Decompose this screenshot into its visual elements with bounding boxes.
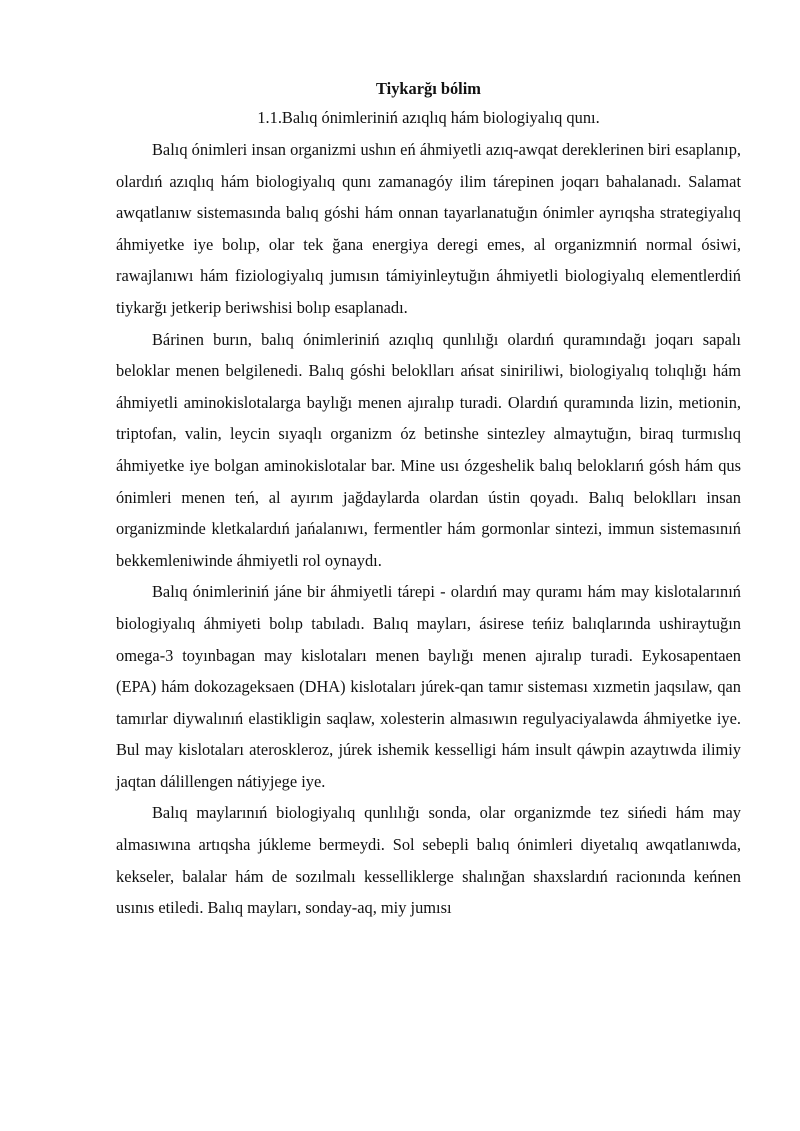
document-body bbox=[116, 74, 741, 924]
subsection-title: 1.1.Balıq ónimleriniń azıqlıq hám biologiyalıq qunı. bbox=[257, 108, 600, 127]
section-title: Tiykarğı bólim bbox=[376, 79, 481, 98]
paragraph-2: Bárinen burın, balıq ónimleriniń azıqlıq qunlılığı olardıń quramındağı joqarı sapalı beloklar menen belgilenedi. Balıq góshi beloklları ańsat siniriliwi, biologiyalıq tolıqlığı hám áhmiyetli aminokislotalarga baylığı menen ajıralıp turadi. Olardıń quramında lizin, metionin, triptofan, valin, leycin sıyaqlı organizm óz betinshe sintezley almaytuğın, biraq turmıslıq áhmiyetke iye bolgan aminokislotalar bar. Mine usı ózgeshelik balıq beloklarıń gósh hám qus ónimleri menen teń, al ayırım jağdaylarda olardan ústin qoyadı. Balıq beloklları insan organizminde kletkalardıń jańalanıwı, fermentler hám gormonlar sintezi, immun sistemasınıń bekkemleniwinde áhmiyetli rol oynaydı. bbox=[116, 329, 741, 570]
paragraph-4: Balıq maylarınıń biologiyalıq qunlılığı sonda, olar organizmde tez sińedi hám may almasıwına artıqsha júkleme bermeydi. Sol sebepli balıq ónimleri diyetalıq awqatlanıwda, kekseler, balalar hám de sozılmalı kesselliklerge shalınğan shaxslardıń racionında keńnen usınıs etiledi. Balıq mayları, sonday-aq, miy jumısı bbox=[116, 803, 741, 918]
paragraph-1: Balıq ónimleri insan organizmi ushın eń áhmiyetli azıq-awqat dereklerinen biri esaplanıp, olardıń azıqlıq hám biologiyalıq qunı zamanagóy ilim tárepinen joqarı bahalanadı. Salamat awqatlanıw sistemasında balıq góshi hám onnan tayarlanatuğın ónimler ayrıqsha strategiyalıq áhmiyetke iye bolıp, olar tek ğana energiya deregi emes, al organizmniń normal ósiwi, rawajlanıwı hám fiziologiyalıq jumısın támiyinleytuğın áhmiyetli biologiyalıq elementlerdiń tiykarğı jetkerip beriwshisi bolıp esaplanadı. bbox=[116, 140, 741, 317]
paragraph-3: Balıq ónimleriniń jáne bir áhmiyetli tárepi - olardıń may quramı hám may kislotalarınıń biologiyalıq áhmiyeti bolıp tabıladı. Balıq mayları, ásirese teńiz balıqlarında ushiraytuğın omega-3 toyınbagan may kislotaları menen baylığı menen ajıralıp turadi. Eykosapentaen (EPA) hám dokozageksaen (DHA) kislotaları júrek-qan tamır sisteması xızmetin jaqsılaw, qan tamırlar diywalınıń elastikligin saqlaw, xolesterin almasıwın regulyaciyalawda áhmiyetke iye. Bul may kislotaları ateroskleroz, júrek ishemik kesselligi hám insult qáwpin azaytıwda ilimiy jaqtan dálillengen nátiyjege iye. bbox=[116, 582, 741, 791]
